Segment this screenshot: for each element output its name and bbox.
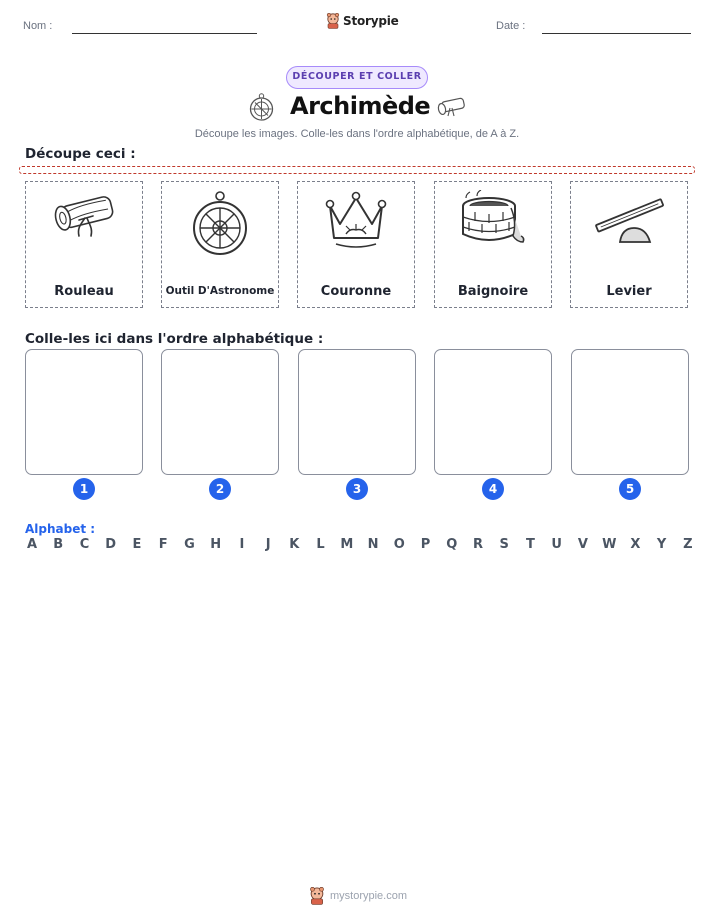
alphabet-letter: E — [132, 537, 142, 552]
position-number: 4 — [482, 478, 504, 500]
footer — [309, 887, 407, 905]
paste-box-4[interactable] — [434, 349, 552, 475]
position-number: 2 — [209, 478, 231, 500]
card-label: Baignoire — [457, 284, 529, 299]
card-label: Outil D'Astronome — [165, 285, 275, 297]
alphabet-letter: W — [602, 537, 617, 552]
storypie-mascot-icon — [326, 13, 340, 29]
storypie-mascot-icon — [309, 887, 325, 905]
alphabet-letter: L — [316, 537, 325, 552]
position-number: 3 — [346, 478, 368, 500]
cut-card-baignoire[interactable] — [434, 181, 552, 308]
card-label: Rouleau — [54, 284, 114, 299]
alphabet-letter: V — [577, 537, 588, 552]
alphabet-letter: K — [289, 537, 300, 552]
alphabet-letter: H — [210, 537, 222, 552]
activity-badge: DÉCOUPER ET COLLER — [286, 66, 428, 89]
alphabet-letter: U — [551, 537, 562, 552]
paste-box-2[interactable] — [161, 349, 279, 475]
alphabet-letter: N — [367, 537, 379, 552]
brand-logo — [326, 13, 399, 29]
alphabet-letter: P — [420, 537, 431, 552]
cut-dashed-line — [19, 166, 695, 174]
scroll-icon — [49, 190, 119, 246]
scroll-icon — [436, 96, 468, 118]
position-number: 1 — [73, 478, 95, 500]
alphabet-letter: Z — [683, 537, 693, 552]
alphabet-letter: X — [630, 537, 641, 552]
cut-card-outil-astronome[interactable] — [161, 181, 279, 308]
alphabet-letter: A — [26, 537, 38, 552]
alphabet-letter: I — [239, 537, 245, 552]
card-label: Couronne — [320, 284, 392, 299]
crown-icon — [324, 190, 388, 250]
name-line[interactable] — [72, 33, 257, 34]
alphabet-letter: C — [79, 537, 90, 552]
alphabet-heading: Alphabet : — [25, 522, 96, 536]
alphabet-letter: B — [53, 537, 64, 552]
cut-card-couronne[interactable] — [297, 181, 415, 308]
date-line[interactable] — [542, 33, 691, 34]
alphabet-letter: O — [393, 537, 405, 552]
card-label: Levier — [606, 284, 652, 299]
page-title: Archimède — [290, 92, 431, 120]
name-label: Nom : — [23, 20, 53, 32]
date-label: Date : — [496, 20, 526, 32]
alphabet-letter: M — [340, 537, 354, 552]
brand-name: Storypie — [343, 14, 399, 28]
lever-icon — [592, 190, 666, 246]
alphabet-letter: T — [526, 537, 535, 552]
footer-site-link[interactable]: mystorypie.com — [330, 890, 408, 902]
astrolabe-icon — [190, 190, 250, 262]
alphabet-letter: R — [472, 537, 483, 552]
cut-card-levier[interactable] — [570, 181, 688, 308]
position-number: 5 — [619, 478, 641, 500]
cut-heading: Découpe ceci : — [25, 146, 136, 162]
cut-card-rouleau[interactable] — [25, 181, 143, 308]
alphabet-letter: J — [265, 537, 271, 552]
alphabet-row — [25, 537, 695, 552]
paste-box-1[interactable] — [25, 349, 143, 475]
bathtub-icon — [457, 190, 529, 252]
astrolabe-icon — [248, 92, 275, 122]
alphabet-letter: F — [158, 537, 168, 552]
alphabet-letter: Y — [656, 537, 667, 552]
alphabet-letter: D — [105, 537, 117, 552]
alphabet-letter: Q — [446, 537, 458, 552]
instructions: Découpe les images. Colle-les dans l'ordre alphabétique, de A à Z. — [194, 128, 520, 140]
alphabet-letter: G — [184, 537, 195, 552]
paste-box-5[interactable] — [571, 349, 689, 475]
paste-box-3[interactable] — [298, 349, 416, 475]
alphabet-letter: S — [499, 537, 509, 552]
paste-heading: Colle-les ici dans l'ordre alphabétique : — [25, 331, 324, 347]
